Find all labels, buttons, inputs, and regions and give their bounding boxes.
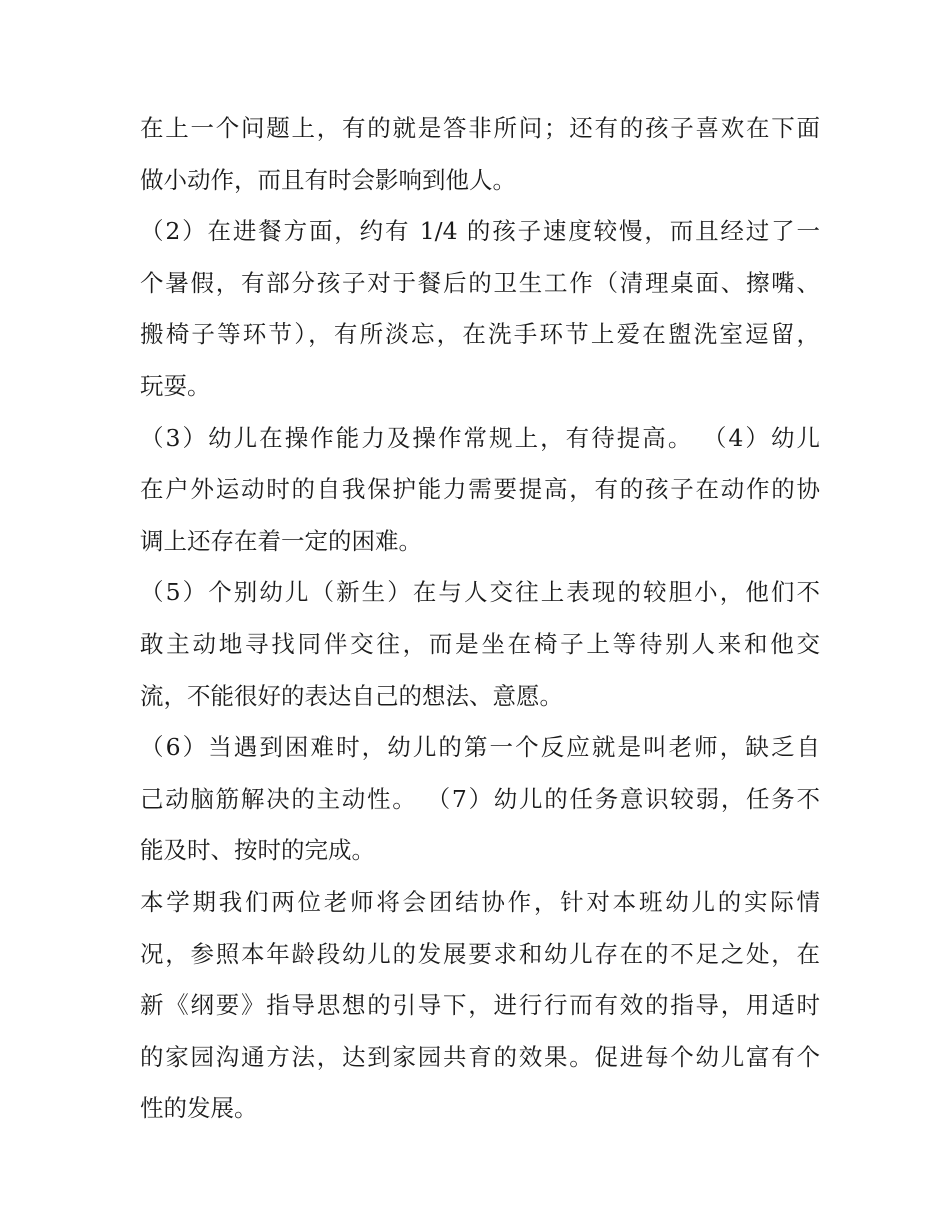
text-line: 敢主动地寻找同伴交往，而是坐在椅子上等待别人来和他交 xyxy=(140,629,820,658)
text-line: 调上还存在着一定的困难。 xyxy=(140,526,422,555)
text-line: 搬椅子等环节），有所淡忘，在洗手环节上爱在盥洗室逗留， xyxy=(140,320,820,349)
text-line: 新《纲要》指导思想的引导下，进行行而有效的指导，用适时 xyxy=(140,991,820,1020)
text-line: 本学期我们两位老师将会团结协作，针对本班幼儿的实际情 xyxy=(140,887,820,916)
text-line: （5）个别幼儿（新生）在与人交往上表现的较胆小，他们不 xyxy=(140,578,820,607)
text-line: 流，不能很好的表达自己的想法、意愿。 xyxy=(140,681,563,710)
text-line: 在户外运动时的自我保护能力需要提高，有的孩子在动作的协 xyxy=(140,475,820,504)
text-line: 在上一个问题上，有的就是答非所问；还有的孩子喜欢在下面 xyxy=(140,114,820,142)
text-line: 个暑假，有部分孩子对于餐后的卫生工作（清理桌面、擦嘴、 xyxy=(140,268,820,297)
text-line: （2）在进餐方面，约有 1/4 的孩子速度较慢，而且经过了一 xyxy=(140,217,820,246)
text-line: 能及时、按时的完成。 xyxy=(140,836,375,865)
text-line: （6）当遇到困难时，幼儿的第一个反应就是叫老师，缺乏自 xyxy=(140,733,820,762)
text-line: 况，参照本年龄段幼儿的发展要求和幼儿存在的不足之处，在 xyxy=(140,939,820,968)
text-line: 玩耍。 xyxy=(140,371,211,400)
text-line: （3）幼儿在操作能力及操作常规上，有待提高。 （4）幼儿 xyxy=(140,423,820,452)
document-body xyxy=(140,103,820,1135)
text-line: 性的发展。 xyxy=(140,1094,258,1123)
text-line: 做小动作，而且有时会影响到他人。 xyxy=(140,165,516,194)
text-line: 己动脑筋解决的主动性。 （7）幼儿的任务意识较弱，任务不 xyxy=(140,784,820,813)
text-line: 的家园沟通方法，达到家园共育的效果。促进每个幼儿富有个 xyxy=(140,1042,820,1071)
